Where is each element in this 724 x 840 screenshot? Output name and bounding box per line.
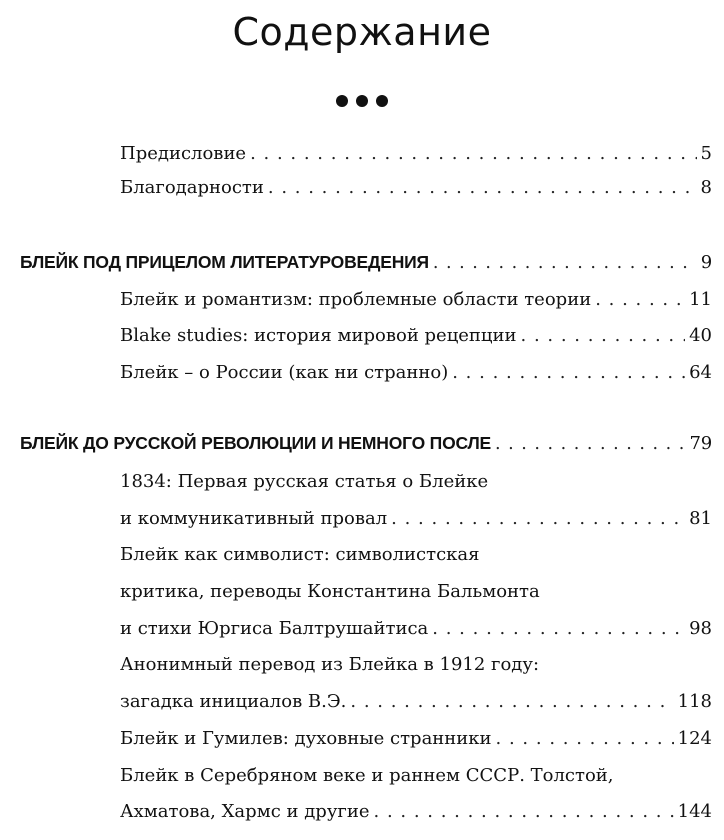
toc-entry-title: Блейк и романтизм: проблемные области теории bbox=[120, 289, 592, 310]
toc-entry-title: Блейк как символист: символистская bbox=[120, 544, 480, 565]
dot-leader bbox=[268, 176, 697, 200]
toc-entry-acknowledgements[interactable] bbox=[120, 176, 712, 200]
toc-entry-line[interactable] bbox=[120, 653, 712, 677]
toc-entry[interactable] bbox=[120, 361, 712, 385]
toc-entry-line[interactable] bbox=[120, 580, 712, 604]
dot-leader bbox=[595, 288, 685, 312]
toc-entry-title: 1834: Первая русская статья о Блейке bbox=[120, 471, 489, 492]
toc-entry-line[interactable] bbox=[120, 470, 712, 494]
toc-entry-title: Благодарности bbox=[120, 177, 264, 198]
toc-entry-page: 118 bbox=[677, 691, 712, 712]
toc-entry-title: Анонимный перевод из Блейка в 1912 году: bbox=[120, 654, 540, 675]
toc-section-title: БЛЕЙК ПОД ПРИЦЕЛОМ ЛИТЕРАТУРОВЕДЕНИЯ bbox=[20, 252, 429, 272]
toc-entry-page: 40 bbox=[689, 325, 712, 346]
dot-leader bbox=[432, 617, 685, 641]
toc-entry-line[interactable] bbox=[120, 543, 712, 567]
toc-entry[interactable] bbox=[120, 288, 712, 312]
toc-entry-page: 124 bbox=[677, 728, 712, 749]
toc-entry-title: Blake studies: история мировой рецепции bbox=[120, 325, 517, 346]
dot-leader bbox=[250, 142, 696, 166]
toc-entry-page: 8 bbox=[700, 177, 712, 198]
toc-entry[interactable] bbox=[120, 690, 712, 714]
ornament-dot-icon bbox=[376, 95, 388, 107]
toc-entry-title: загадка инициалов В.Э. bbox=[120, 691, 347, 712]
toc-section-title: БЛЕЙК ДО РУССКОЙ РЕВОЛЮЦИИ И НЕМНОГО ПОСЛЕ bbox=[20, 433, 492, 453]
toc-entry-page: 11 bbox=[689, 289, 712, 310]
toc-entry[interactable] bbox=[120, 800, 712, 824]
dot-leader bbox=[374, 800, 674, 824]
ornament-dots bbox=[0, 92, 724, 112]
toc-entry-page: 64 bbox=[689, 362, 712, 383]
toc-section-part2[interactable] bbox=[20, 431, 712, 456]
toc-entry-title: и коммуникативный провал bbox=[120, 508, 388, 529]
toc-entry-title: Ахматова, Хармс и другие bbox=[120, 801, 370, 822]
toc-entry-title: и стихи Юргиса Балтрушайтиса bbox=[120, 618, 429, 639]
dot-leader bbox=[350, 690, 673, 714]
toc-entry-title: Блейк в Серебряном веке и раннем СССР. Толстой, bbox=[120, 765, 614, 786]
toc-entry-preface[interactable] bbox=[120, 142, 712, 166]
toc-entry-title: Блейк и Гумилев: духовные странники bbox=[120, 728, 492, 749]
toc-section-page: 79 bbox=[689, 433, 712, 454]
dot-leader bbox=[521, 324, 686, 348]
dot-leader bbox=[433, 250, 697, 275]
toc-entry-title: Предисловие bbox=[120, 143, 247, 164]
dot-leader bbox=[496, 727, 674, 751]
toc-entry-page: 5 bbox=[700, 143, 712, 164]
toc-entry[interactable] bbox=[120, 727, 712, 751]
dot-leader bbox=[495, 431, 685, 456]
toc-section-part1[interactable] bbox=[20, 250, 712, 275]
ornament-dot-icon bbox=[356, 95, 368, 107]
toc-entry-title: критика, переводы Константина Бальмонта bbox=[120, 581, 540, 602]
toc-entry[interactable] bbox=[120, 617, 712, 641]
ornament-dot-icon bbox=[336, 95, 348, 107]
dot-leader bbox=[391, 507, 685, 531]
toc-entry-page: 144 bbox=[677, 801, 712, 822]
toc-entry-line[interactable] bbox=[120, 764, 712, 788]
toc-entry[interactable] bbox=[120, 507, 712, 531]
toc-entry-page: 81 bbox=[689, 508, 712, 529]
dot-leader bbox=[452, 361, 685, 385]
toc-section-page: 9 bbox=[700, 252, 712, 273]
toc-entry[interactable] bbox=[120, 324, 712, 348]
page-title: Содержание bbox=[232, 10, 492, 54]
toc-entry-page: 98 bbox=[689, 618, 712, 639]
toc-entry-title: Блейк – о России (как ни странно) bbox=[120, 362, 449, 383]
